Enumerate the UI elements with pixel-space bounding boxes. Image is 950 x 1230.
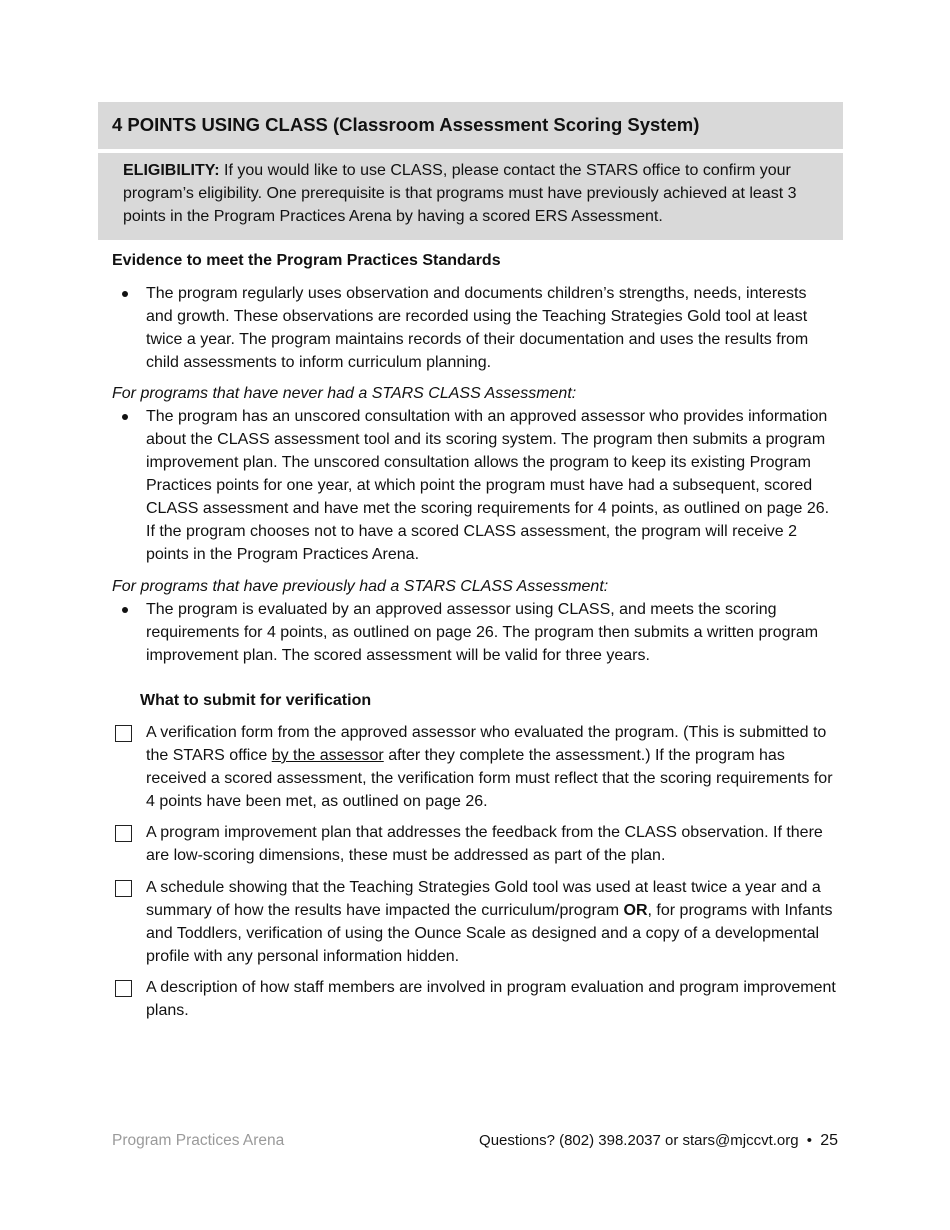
never-had-section bbox=[112, 382, 837, 566]
checkbox[interactable] bbox=[115, 725, 132, 742]
submit-heading-wrap bbox=[140, 689, 865, 712]
list-item bbox=[112, 282, 837, 374]
checklist-text: A schedule showing that the Teaching Strategies Gold tool was used at least twice a year and a summary of how the results have impacted the curriculum/program OR, for programs with Infants and Toddlers, verification of using the Ounce Scale as designed and a copy of a developmental profile with any personal information hidden. bbox=[146, 879, 833, 965]
list-item bbox=[112, 405, 837, 566]
previously-had-section bbox=[112, 575, 837, 667]
list-item bbox=[112, 598, 837, 667]
checklist-text: A description of how staff members are involved in program evaluation and program improvement plans. bbox=[146, 979, 836, 1019]
submit-heading: What to submit for verification bbox=[140, 692, 372, 709]
evidence-heading: Evidence to meet the Program Practices Standards bbox=[112, 252, 501, 269]
checklist-item-schedule bbox=[112, 876, 842, 968]
checkbox[interactable] bbox=[115, 980, 132, 997]
checklist-item-improvement-plan bbox=[112, 821, 842, 867]
page-number: 25 bbox=[820, 1132, 838, 1149]
evidence-section bbox=[112, 249, 837, 374]
checklist-item-staff-description bbox=[112, 976, 842, 1022]
checklist-item-assessor-form bbox=[112, 721, 842, 813]
evidence-bullet-text: The program regularly uses observation and documents children’s strengths, needs, interests and growth. These observations are recorded using the Teaching Strategies Gold tool at least twice a year. The program maintains records of their documentation and uses the results from child assessments to inform curriculum planning. bbox=[146, 285, 809, 371]
checklist-text: A verification form from the approved assessor who evaluated the program. (This is submitted to the STARS office by the assessor after they complete the assessment.) If the program has received a scored assessment, the verification form must reflect that the scoring requirements for 4 points have been met, as outlined on page 26. bbox=[146, 724, 833, 810]
section-title: 4 POINTS USING CLASS (Classroom Assessment Scoring System) bbox=[112, 114, 700, 135]
section-header bbox=[98, 102, 843, 149]
checkbox[interactable] bbox=[115, 825, 132, 842]
checkbox[interactable] bbox=[115, 880, 132, 897]
previously-had-bullet-text: The program is evaluated by an approved assessor using CLASS, and meets the scoring requirements for 4 points, as outlined on page 26. The program then submits a written program improvement plan. The scored assessment will be valid for three years. bbox=[146, 601, 819, 664]
never-had-bullet-text: The program has an unscored consultation with an approved assessor who provides information about the CLASS assessment tool and its scoring system. The program then submits a program improvement plan. The unscored consultation allows the program to keep its existing Program Practices points for one year, at which point the program must have had a subsequent, scored CLASS assessment and have met the scoring requirements for 4 points, as outlined on page 26. If the program chooses not to have a scored CLASS assessment, the program will receive 2 points in the Program Practices Arena. bbox=[146, 408, 830, 563]
eligibility-text: If you would like to use CLASS, please contact the STARS office to confirm your program’s eligibility. One prerequisite is that programs must have previously achieved at least 3 points in the Program Practices Arena by having a scored ERS Assessment. bbox=[123, 162, 797, 225]
eligibility-label: ELIGIBILITY: bbox=[123, 162, 220, 179]
eligibility-box bbox=[98, 153, 843, 240]
footer-separator: • bbox=[806, 1132, 813, 1149]
bullet-icon bbox=[122, 607, 128, 613]
footer-contact bbox=[479, 1132, 838, 1150]
bullet-icon bbox=[122, 291, 128, 297]
bullet-icon bbox=[122, 414, 128, 420]
footer-section-name: Program Practices Arena bbox=[112, 1132, 285, 1149]
footer-contact-text: Questions? (802) 398.2037 or stars@mjccvt.org bbox=[479, 1132, 799, 1149]
checklist-text: A program improvement plan that addresses the feedback from the CLASS observation. If there are low-scoring dimensions, these must be addressed as part of the plan. bbox=[146, 824, 823, 864]
never-had-heading: For programs that have never had a STARS CLASS Assessment: bbox=[112, 385, 577, 402]
previously-had-heading: For programs that have previously had a STARS CLASS Assessment: bbox=[112, 578, 609, 595]
